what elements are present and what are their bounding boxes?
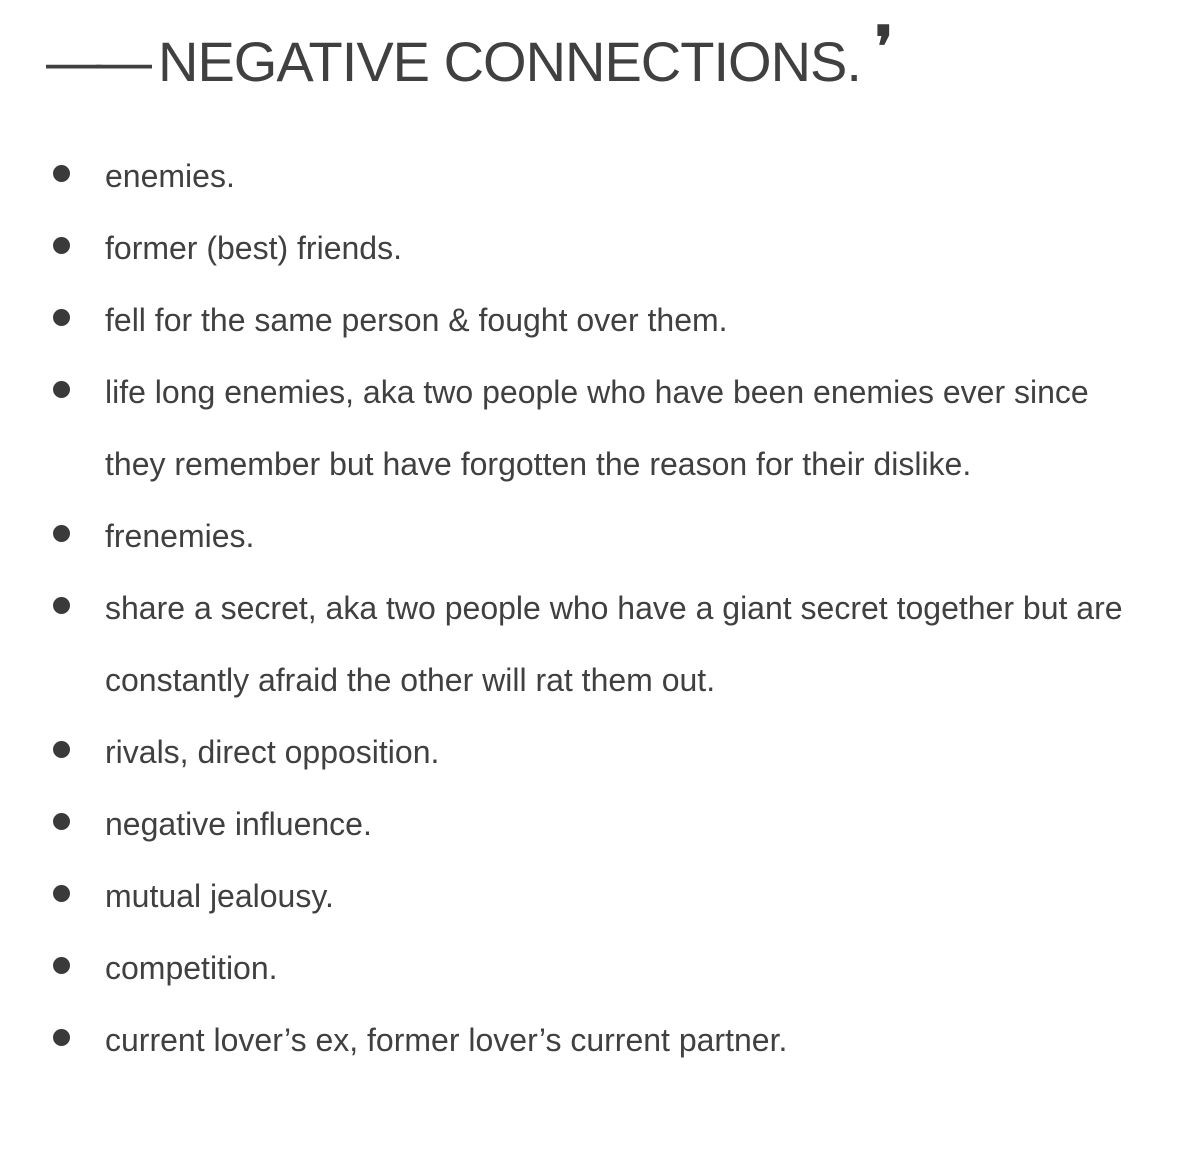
- bullet-icon: [53, 237, 70, 254]
- bullet-icon: [53, 597, 70, 614]
- list-item: [0, 356, 1179, 500]
- list-item-text: mutual jealousy.: [105, 878, 334, 914]
- heading-dash: ——: [46, 29, 146, 93]
- list-item-text: life long enemies, aka two people who have been enemies ever since they remember but have forgotten the reason for their dislike.: [105, 374, 1089, 482]
- list-item: [0, 284, 1179, 356]
- list-item-text: frenemies.: [105, 518, 255, 554]
- list-item: [0, 500, 1179, 572]
- list-item-text: rivals, direct opposition.: [105, 734, 440, 770]
- list-item: [0, 212, 1179, 284]
- list-item-text: competition.: [105, 950, 278, 986]
- bullet-icon: [53, 885, 70, 902]
- list-item: [0, 932, 1179, 1004]
- bullet-icon: [53, 525, 70, 542]
- quote-mark-icon: ❜: [874, 14, 892, 80]
- bullet-icon: [53, 381, 70, 398]
- list-item: [0, 572, 1179, 716]
- list-item: [0, 860, 1179, 932]
- bullet-icon: [53, 165, 70, 182]
- bullet-icon: [53, 309, 70, 326]
- connections-list: [0, 140, 1179, 1076]
- bullet-icon: [53, 741, 70, 758]
- page-title: NEGATIVE CONNECTIONS.: [158, 29, 861, 93]
- list-item: [0, 1004, 1179, 1076]
- list-item-text: fell for the same person & fought over them.: [105, 302, 728, 338]
- list-item-text: current lover’s ex, former lover’s current partner.: [105, 1022, 788, 1058]
- list-item: [0, 140, 1179, 212]
- bullet-icon: [53, 1029, 70, 1046]
- list-item-text: share a secret, aka two people who have a giant secret together but are constantly afraid the other will rat them out.: [105, 590, 1123, 698]
- list-item: [0, 788, 1179, 860]
- list-item-text: negative influence.: [105, 806, 372, 842]
- page-heading: [46, 14, 892, 96]
- list-item-text: former (best) friends.: [105, 230, 402, 266]
- list-item: [0, 716, 1179, 788]
- bullet-icon: [53, 957, 70, 974]
- list-item-text: enemies.: [105, 158, 235, 194]
- bullet-icon: [53, 813, 70, 830]
